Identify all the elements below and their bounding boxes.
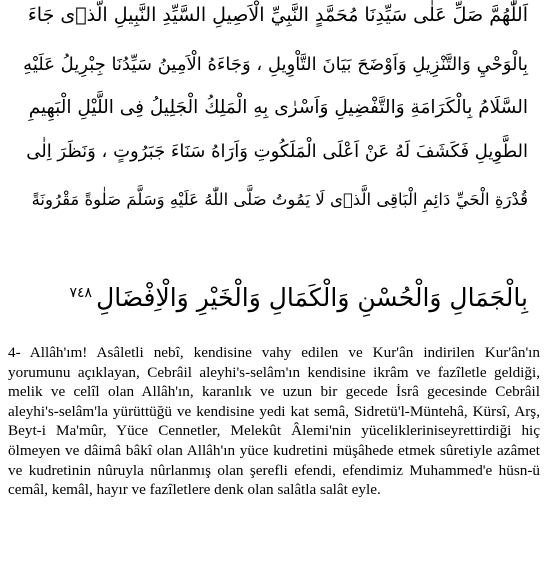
arabic-line: اَللّٰهُمَّ صَلِّ عَلٰى سَيِّدِنَا مُحَمَّدٍ النَّبِيِّ الْاَصِيلِ السَّيِّدِ النَّبِيلِ الَّذٖى جَاءَ (27, 4, 528, 26)
footnote-reference: ٧٤٨ (69, 284, 93, 301)
arabic-line: الطَّوِيلِ فَكَشَفَ لَهُ عَنْ اَعْلَى الْمَلَكُوتِ وَاَرَاهُ سَنَاءَ جَبَرُوتٍ ، وَنَظَرَ اِلٰى (26, 141, 528, 162)
arabic-line-last (70, 285, 529, 310)
arabic-line: قُدْرَةِ الْحَيِّ دَائِمِ الْبَاقِى الَّذٖى لَا يَمُوتُ صَلَّى اللّٰهُ عَلَيْهِ وَسَلَّمَ صَلٰوةً مَقْرُونَةً (31, 190, 528, 209)
turkish-translation: 4- Allâh'ım! Asâletli nebî, kendisine vahy edilen ve Kur'ân indirilen Kur'ân'ın yorumunu açıklayan, Cebrâil aleyhi's-selâm'ın kendisine ikrâm ve fazîletle geldiği, melik ve celîl olan Allâh'ın, karanlık ve uzun bir gecede İsrâ gecesinde Cebrâil aleyhi's-selâm'la yürüttüğü ve kendisine yedi kat semâ, Sidretü'l-Müntehâ, Kürsî, Arş, Beyt-i Ma'mûr, Yüce Cennetler, Melekût Âlemi'nin yücelikleriniseyrettirdiği hiç ölmeyen ve dâimâ bâkî olan Allâh'ın yüce kudretini müşâhede etmek sûretiyle azâmet ve kudretinin nûruyla nûrlanmış olan şerefli efendi, efendimiz Muhammed'e hüsn-ü cemâl, kemâl, hayır ve fazîletlere denk olan salâtla salât eyle. (8, 344, 540, 499)
arabic-line: السَّلَامُ بِالْكَرَامَةِ وَالتَّفْضِيلِ وَاَسْرٰى بِهِ الْمَلِكُ الْجَلِيلُ فِى اللَّيْلِ الْبَهِيمِ (28, 97, 528, 118)
arabic-line: بِالْجَمَالِ وَالْحُسْنِ وَالْكَمَالِ وَالْخَيْرِ وَالْاِفْضَالِ (96, 283, 528, 312)
arabic-line: بِالْوَحْيِ وَالتَّنْزِيلِ وَاَوْضَحَ بَيَانَ التَّاْوِيلِ ، وَجَاءَهُ الْاَمِينُ سَيِّدُنَا جِبْرِيلُ عَلَيْهِ (23, 54, 528, 75)
